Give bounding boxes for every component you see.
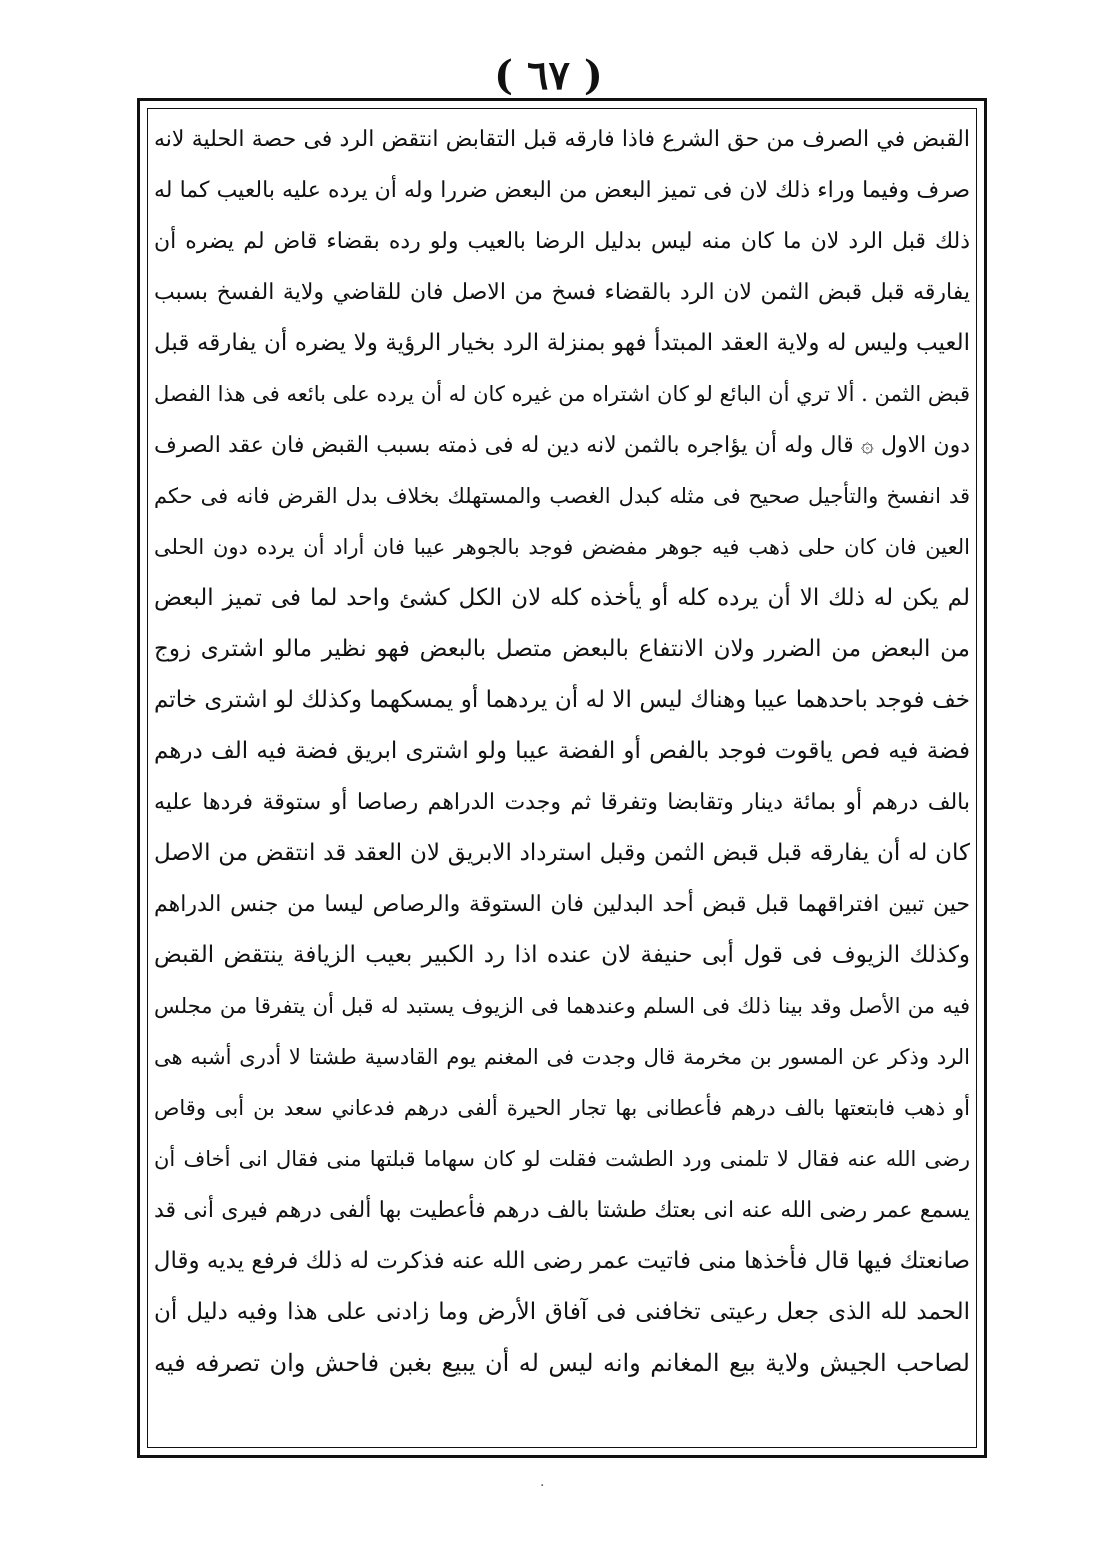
text-line: كان له أن يفارقه قبل قبض الثمن وقبل استرداد الابريق لان العقد قد انتقض من الاصل [154, 840, 970, 866]
text-line: حين تبين افتراقهما قبل قبض أحد البدلين فان الستوقة والرصاص ليسا من جنس الدراهم [154, 892, 970, 917]
text-line: يفارقه قبل قبض الثمن لان الرد بالقضاء فسخ من الاصل فان للقاضي ولاية الفسخ بسبب [154, 280, 970, 305]
text-line: صرف وفيما وراء ذلك لان فى تميز البعض من البعض ضررا وله أن يرده عليه بالعيب كما له [154, 178, 970, 203]
page-footer-mark: · [540, 1478, 545, 1494]
text-line: صانعتك فيها قال فأخذها منى فاتيت عمر رضى الله عنه فذكرت له ذلك فرفع يديه وقال [153, 1248, 970, 1274]
text-line: خف فوجد باحدهما عيبا وهناك ليس الا له أن يردهما أو يمسكهما وكذلك لو اشترى خاتم [154, 687, 970, 713]
text-line: قد انفسخ والتأجيل صحيح فى مثله كبدل الغصب والمستهلك بخلاف بدل القرض فانه فى حكم [154, 484, 970, 508]
text-line: فضة فيه فص ياقوت فوجد بالفص أو الفضة عيبا ولو اشترى ابريق فضة فيه الف درهم [154, 738, 970, 764]
text-line: العين فان كان حلى ذهب فيه جوهر مفضض فوجد بالجوهر عيبا فان أراد أن يرده دون الحلى [154, 535, 970, 559]
text-line: من البعض من الضرر ولان الانتفاع بالبعض متصل بالبعض فهو نظير مالو اشترى زوج [154, 636, 970, 662]
text-line: بالف درهم أو بمائة دينار وتقابضا وتفرقا ثم وجدت الدراهم رصاصا أو ستوقة فردها عليه [154, 790, 970, 815]
page-number: ( ٦٧ ) [494, 52, 603, 99]
text-line: أو ذهب فابتعتها بالف درهم فأعطانى بها تجار الحيرة ألفى درهم فدعاني سعد بن أبى وقاص [154, 1096, 970, 1120]
text-line: دون الاول ۞ قال وله أن يؤاجره بالثمن لانه دين له فى ذمته بسبب القبض فان عقد الصرف [154, 433, 970, 458]
text-line: الرد وذكر عن المسور بن مخرمة قال وجدت فى المغنم يوم القادسية طشتا لا أدرى أشبه هى [154, 1045, 970, 1069]
text-body [150, 108, 974, 1448]
text-line: القبض في الصرف من حق الشرع فاذا فارقه قبل التقابض انتقض الرد فى حصة الحلية لانه [154, 127, 970, 152]
text-line: العيب وليس له ولاية العقد المبتدأ فهو بمنزلة الرد بخيار الرؤية ولا يضره أن يفارقه قبل [154, 330, 970, 356]
text-line: ذلك قبل الرد لان ما كان منه ليس بدليل الرضا بالعيب ولو رده بقضاء قاض لم يضره أن [154, 229, 970, 254]
text-line: لم يكن له ذلك الا أن يرده كله أو يأخذه كله لان الكل كشئ واحد لما فى تميز البعض [154, 585, 970, 611]
text-line: رضى الله عنه فقال لا تلمنى ورد الطشت فقلت لو كان سهاما قبلتها منى فقال انى أخاف أن [154, 1147, 970, 1171]
text-line: وكذلك الزيوف فى قول أبى حنيفة لان عنده اذا رد الكبير بعيب الزيافة ينتقض القبض [154, 942, 970, 968]
text-line: يسمع عمر رضى الله عنه انى بعتك طشتا بالف درهم فأعطيت بها ألفى درهم فيرى أنى قد [154, 1198, 970, 1223]
text-line: الحمد لله الذى جعل رعيتى تخافنى فى آفاق الأرض وما زادنى على هذا وفيه دليل أن [154, 1299, 970, 1325]
text-line: لصاحب الجيش ولاية بيع المغانم وانه ليس له أن يبيع بغبن فاحش وان تصرفه فيه [154, 1349, 970, 1377]
text-line: فيه من الأصل وقد بينا ذلك فى السلم وعندهما فى الزيوف يستبد له قبل أن يتفرقا من مجلس [154, 994, 970, 1018]
text-line: قبض الثمن . ألا تري أن البائع لو كان اشتراه من غيره كان له أن يرده على بائعه فى هذا الفصل [154, 382, 970, 406]
